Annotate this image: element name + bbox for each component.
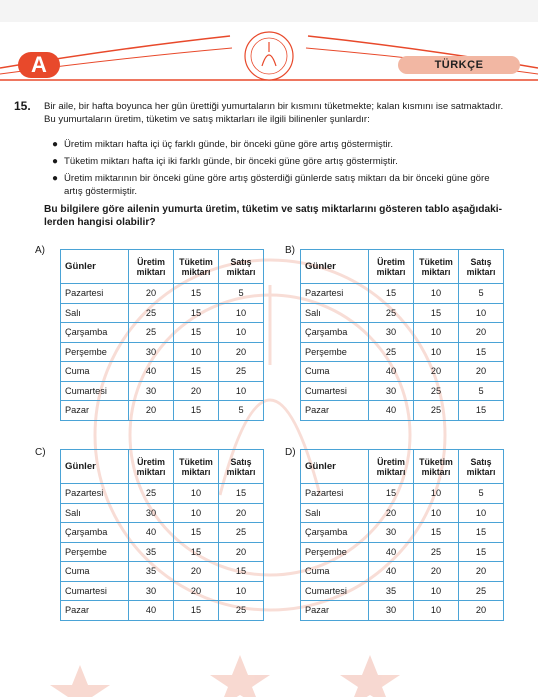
production-cell: 30 xyxy=(129,381,174,401)
top-band xyxy=(0,0,538,22)
day-cell: Pazartesi xyxy=(61,484,129,504)
production-cell: 30 xyxy=(129,503,174,523)
header-consumption: Tüketim miktarı xyxy=(174,250,219,284)
consumption-cell: 25 xyxy=(414,542,459,562)
table-row xyxy=(301,542,504,562)
consumption-cell: 15 xyxy=(174,401,219,421)
header-production: Üretim miktarı xyxy=(129,450,174,484)
production-cell: 25 xyxy=(129,303,174,323)
production-cell: 20 xyxy=(369,503,414,523)
day-cell: Çarşamba xyxy=(301,323,369,343)
sales-cell: 5 xyxy=(459,284,504,304)
table-row xyxy=(301,484,504,504)
day-cell: Cuma xyxy=(301,562,369,582)
day-cell: Pazartesi xyxy=(301,284,369,304)
day-cell: Perşembe xyxy=(301,542,369,562)
day-cell: Cuma xyxy=(61,562,129,582)
header-days: Günler xyxy=(61,450,129,484)
production-cell: 20 xyxy=(129,401,174,421)
header-sales: Satış miktarı xyxy=(459,450,504,484)
header-days: Günler xyxy=(301,450,369,484)
production-cell: 40 xyxy=(369,562,414,582)
production-cell: 40 xyxy=(129,362,174,382)
header-sales: Satış miktarı xyxy=(219,450,264,484)
day-cell: Pazar xyxy=(61,601,129,621)
header-production: Üretim miktarı xyxy=(129,250,174,284)
sales-cell: 20 xyxy=(459,562,504,582)
production-cell: 25 xyxy=(129,323,174,343)
consumption-cell: 15 xyxy=(174,284,219,304)
production-cell: 40 xyxy=(369,362,414,382)
consumption-cell: 10 xyxy=(414,284,459,304)
bullet-item xyxy=(50,172,510,198)
consumption-cell: 15 xyxy=(174,362,219,382)
sales-cell: 20 xyxy=(219,542,264,562)
sales-cell: 15 xyxy=(459,401,504,421)
sales-cell: 20 xyxy=(219,342,264,362)
bullet-list xyxy=(50,138,510,202)
day-cell: Çarşamba xyxy=(61,323,129,343)
option-table-a xyxy=(60,249,264,421)
table-row xyxy=(61,362,264,382)
production-cell: 30 xyxy=(129,342,174,362)
consumption-cell: 20 xyxy=(414,362,459,382)
sales-cell: 25 xyxy=(219,601,264,621)
sales-cell: 5 xyxy=(459,381,504,401)
sales-cell: 15 xyxy=(219,562,264,582)
question-number: 15. xyxy=(14,99,31,113)
day-cell: Cumartesi xyxy=(301,581,369,601)
bullet-text: Üretim miktarının bir önceki güne göre artış gösterdiği günlerde satış miktarı da bir önceki güne göre artış göstermiştir. xyxy=(64,173,490,197)
header-consumption: Tüketim miktarı xyxy=(174,450,219,484)
consumption-cell: 10 xyxy=(414,484,459,504)
day-cell: Cuma xyxy=(61,362,129,382)
day-cell: Pazar xyxy=(301,601,369,621)
day-cell: Perşembe xyxy=(301,342,369,362)
consumption-cell: 15 xyxy=(174,303,219,323)
day-cell: Salı xyxy=(301,503,369,523)
table-row xyxy=(61,323,264,343)
header-production: Üretim miktarı xyxy=(369,250,414,284)
table-row xyxy=(301,342,504,362)
table-row xyxy=(301,323,504,343)
consumption-cell: 10 xyxy=(414,503,459,523)
table-row xyxy=(61,284,264,304)
day-cell: Salı xyxy=(301,303,369,323)
sales-cell: 10 xyxy=(219,323,264,343)
day-cell: Pazartesi xyxy=(61,284,129,304)
consumption-cell: 10 xyxy=(174,503,219,523)
table-row xyxy=(61,523,264,543)
table-row xyxy=(61,381,264,401)
production-cell: 30 xyxy=(369,601,414,621)
sales-cell: 15 xyxy=(219,484,264,504)
header-consumption: Tüketim miktarı xyxy=(414,450,459,484)
consumption-cell: 15 xyxy=(174,523,219,543)
day-cell: Cuma xyxy=(301,362,369,382)
consumption-cell: 10 xyxy=(414,323,459,343)
production-cell: 25 xyxy=(369,342,414,362)
consumption-cell: 15 xyxy=(174,601,219,621)
table-row xyxy=(61,581,264,601)
bullet-text: Üretim miktarı hafta içi üç farklı günde, bir önceki güne göre artış göstermiştir. xyxy=(64,139,393,150)
production-cell: 15 xyxy=(369,284,414,304)
header-consumption: Tüketim miktarı xyxy=(414,250,459,284)
option-label-c[interactable]: C) xyxy=(35,447,46,458)
option-table-c xyxy=(60,449,264,621)
consumption-cell: 25 xyxy=(414,381,459,401)
table-row xyxy=(301,503,504,523)
production-cell: 20 xyxy=(129,284,174,304)
day-cell: Çarşamba xyxy=(301,523,369,543)
consumption-cell: 10 xyxy=(414,601,459,621)
day-cell: Perşembe xyxy=(61,342,129,362)
table-row xyxy=(301,381,504,401)
consumption-cell: 15 xyxy=(174,323,219,343)
option-label-b[interactable]: B) xyxy=(285,245,295,256)
table-row xyxy=(61,562,264,582)
production-cell: 40 xyxy=(369,401,414,421)
consumption-cell: 20 xyxy=(414,562,459,582)
sales-cell: 5 xyxy=(219,284,264,304)
sales-cell: 25 xyxy=(219,362,264,382)
day-cell: Salı xyxy=(61,303,129,323)
sales-cell: 25 xyxy=(219,523,264,543)
production-cell: 40 xyxy=(129,523,174,543)
sales-cell: 15 xyxy=(459,523,504,543)
day-cell: Pazar xyxy=(61,401,129,421)
table-row xyxy=(301,284,504,304)
table-row xyxy=(61,342,264,362)
table-row xyxy=(301,303,504,323)
header-sales: Satış miktarı xyxy=(459,250,504,284)
sales-cell: 15 xyxy=(459,542,504,562)
consumption-cell: 20 xyxy=(174,381,219,401)
option-label-d[interactable]: D) xyxy=(285,447,296,458)
bullet-item xyxy=(50,138,510,151)
table-row xyxy=(61,484,264,504)
table-row xyxy=(61,401,264,421)
production-cell: 40 xyxy=(369,542,414,562)
table-row xyxy=(61,503,264,523)
header-sales: Satış miktarı xyxy=(219,250,264,284)
consumption-cell: 10 xyxy=(174,484,219,504)
consumption-cell: 10 xyxy=(174,342,219,362)
production-cell: 15 xyxy=(369,484,414,504)
day-cell: Perşembe xyxy=(61,542,129,562)
sales-cell: 20 xyxy=(459,323,504,343)
production-cell: 25 xyxy=(369,303,414,323)
bullet-icon: ● xyxy=(52,156,59,167)
sales-cell: 20 xyxy=(459,601,504,621)
table-row xyxy=(301,562,504,582)
table-row xyxy=(301,581,504,601)
bullet-item xyxy=(50,155,510,168)
day-cell: Cumartesi xyxy=(61,581,129,601)
header-production: Üretim miktarı xyxy=(369,450,414,484)
production-cell: 40 xyxy=(129,601,174,621)
sales-cell: 10 xyxy=(459,303,504,323)
production-cell: 30 xyxy=(129,581,174,601)
production-cell: 30 xyxy=(369,323,414,343)
table-row xyxy=(301,362,504,382)
sales-cell: 25 xyxy=(459,581,504,601)
production-cell: 35 xyxy=(129,542,174,562)
sales-cell: 10 xyxy=(219,581,264,601)
consumption-cell: 10 xyxy=(414,342,459,362)
sales-cell: 20 xyxy=(219,503,264,523)
header-days: Günler xyxy=(61,250,129,284)
day-cell: Cumartesi xyxy=(61,381,129,401)
production-cell: 35 xyxy=(129,562,174,582)
table-row xyxy=(61,601,264,621)
sales-cell: 20 xyxy=(459,362,504,382)
sales-cell: 15 xyxy=(459,342,504,362)
day-cell: Pazar xyxy=(301,401,369,421)
bullet-icon: ● xyxy=(52,173,59,184)
subject-label: TÜRKÇE xyxy=(398,56,520,74)
consumption-cell: 15 xyxy=(414,303,459,323)
table-row xyxy=(61,542,264,562)
production-cell: 35 xyxy=(369,581,414,601)
production-cell: 30 xyxy=(369,381,414,401)
sales-cell: 10 xyxy=(219,381,264,401)
option-table-b xyxy=(300,249,504,421)
bullet-text: Tüketim miktarı hafta içi iki farklı günde, bir önceki güne göre artış göstermiştir. xyxy=(64,156,398,167)
consumption-cell: 10 xyxy=(414,581,459,601)
bullet-icon: ● xyxy=(52,139,59,150)
header-days: Günler xyxy=(301,250,369,284)
sales-cell: 10 xyxy=(459,503,504,523)
section-badge: A xyxy=(18,52,60,78)
question-text: Bir aile, bir hafta boyunca her gün ürettiği yumurtaların bir kısmını tüketmekte; kalan kısmını ise satmaktadır. Bu yumurtaların üretim, tüketim ve satış miktarları ile ilgili bilinenler şunlardır: xyxy=(44,101,504,125)
day-cell: Salı xyxy=(61,503,129,523)
production-cell: 25 xyxy=(129,484,174,504)
production-cell: 30 xyxy=(369,523,414,543)
option-label-a[interactable]: A) xyxy=(35,245,45,256)
consumption-cell: 15 xyxy=(174,542,219,562)
day-cell: Pazartesi xyxy=(301,484,369,504)
sales-cell: 5 xyxy=(219,401,264,421)
table-row xyxy=(301,523,504,543)
table-row xyxy=(301,601,504,621)
consumption-cell: 20 xyxy=(174,562,219,582)
question-prompt: Bu bilgilere göre ailenin yumurta üretim, tüketim ve satış miktarlarını gösteren tablo aşağıdaki-lerden hangisi olabilir? xyxy=(44,204,502,228)
day-cell: Cumartesi xyxy=(301,381,369,401)
sales-cell: 5 xyxy=(459,484,504,504)
consumption-cell: 25 xyxy=(414,401,459,421)
table-row xyxy=(301,401,504,421)
option-table-d xyxy=(300,449,504,621)
consumption-cell: 20 xyxy=(174,581,219,601)
sales-cell: 10 xyxy=(219,303,264,323)
day-cell: Çarşamba xyxy=(61,523,129,543)
table-row xyxy=(61,303,264,323)
consumption-cell: 15 xyxy=(414,523,459,543)
